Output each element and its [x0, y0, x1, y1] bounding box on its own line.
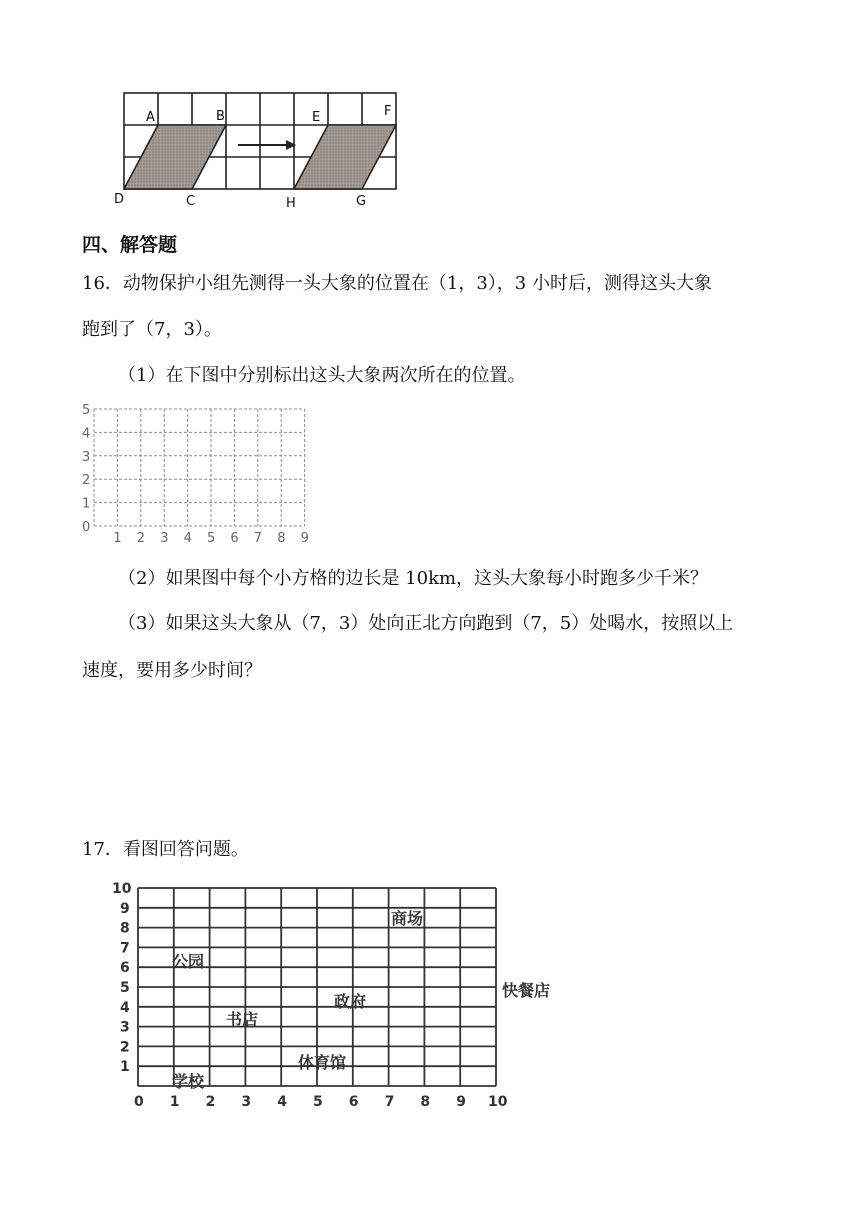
q17-x-tick: 8 — [420, 1094, 431, 1110]
q17-y-tick: 7 — [120, 940, 130, 957]
place-fastfood: 快餐店 — [502, 981, 551, 1000]
q16-x-tick: 9 — [300, 531, 309, 546]
q17-y-tick: 8 — [120, 920, 130, 937]
q16-y-tick: 2 — [82, 473, 91, 489]
place-school: 学校 — [172, 1072, 205, 1091]
q17-x-tick: 10 — [488, 1094, 508, 1110]
q17-x-tick: 0 — [134, 1094, 144, 1110]
q16-part3-line1: （3）如果这头大象从（7，3）处向正北方向跑到（7，5）处喝水，按照以上 — [118, 613, 734, 634]
q16-part3-line2: 速度，要用多少时间？ — [82, 660, 262, 681]
section-title: 四、解答题 — [82, 234, 178, 256]
q17-y-tick: 6 — [120, 960, 130, 977]
q16-x-tick: 4 — [183, 531, 192, 546]
label-f: F — [384, 104, 392, 119]
label-a: A — [146, 110, 155, 125]
q16-x-tick: 8 — [277, 531, 286, 546]
q17-map-grid — [108, 870, 568, 1115]
q16-x-tick: 5 — [207, 531, 216, 546]
q16-part1: （1）在下图中分别标出这头大象两次所在的位置。 — [118, 365, 526, 386]
q17-x-tick: 3 — [241, 1094, 252, 1110]
q16-part2: （2）如果图中每个小方格的边长是 10km，这头大象每小时跑多少千米？ — [118, 568, 709, 589]
q17-x-tick: 6 — [348, 1094, 359, 1110]
q17-y-tick: 10 — [112, 881, 132, 897]
q16-grid — [82, 398, 322, 546]
q17-x-tick: 2 — [205, 1094, 216, 1110]
q16-x-tick: 1 — [113, 531, 122, 546]
label-b: B — [216, 109, 225, 124]
q16-line1: 16．动物保护小组先测得一头大象的位置在（1，3），3 小时后，测得这头大象 — [82, 273, 712, 294]
q17-x-tick: 1 — [169, 1094, 180, 1110]
q16-line2: 跑到了（7，3）。 — [82, 319, 222, 340]
place-bookstore: 书店 — [226, 1010, 259, 1029]
q16-y-tick: 4 — [82, 426, 91, 442]
label-d: D — [114, 192, 125, 207]
q17-y-tick: 3 — [120, 1019, 130, 1036]
q17-y-tick: 5 — [120, 980, 130, 996]
q16-x-tick: 3 — [160, 531, 169, 546]
place-park: 公园 — [172, 952, 205, 971]
q17-y-tick: 2 — [120, 1039, 130, 1056]
q17-y-tick: 1 — [120, 1059, 130, 1076]
q16-y-tick: 1 — [82, 496, 91, 512]
arrow-right-icon — [238, 140, 296, 150]
q16-x-tick: 6 — [230, 531, 239, 546]
place-mall: 商场 — [391, 909, 424, 928]
q17-x-tick: 9 — [456, 1094, 466, 1110]
q17-x-tick: 4 — [277, 1094, 287, 1110]
q16-y-tick: 3 — [82, 449, 91, 465]
label-h: H — [286, 196, 296, 210]
label-e: E — [312, 110, 321, 125]
label-c: C — [186, 194, 196, 209]
q17-y-tick: 9 — [120, 900, 130, 917]
place-government: 政府 — [334, 992, 367, 1011]
label-g: G — [356, 194, 367, 209]
q16-y-tick: 0 — [82, 520, 91, 535]
q17-y-tick: 4 — [120, 999, 130, 1016]
q16-x-tick: 7 — [253, 531, 263, 546]
q17-title: 17．看图回答问题。 — [82, 839, 249, 860]
q16-x-tick: 2 — [136, 531, 146, 546]
q17-x-tick: 7 — [384, 1094, 395, 1110]
q16-y-tick: 5 — [82, 403, 91, 418]
q17-x-tick: 5 — [313, 1094, 323, 1110]
place-gym: 体育馆 — [298, 1053, 347, 1072]
translation-figure — [110, 85, 410, 210]
